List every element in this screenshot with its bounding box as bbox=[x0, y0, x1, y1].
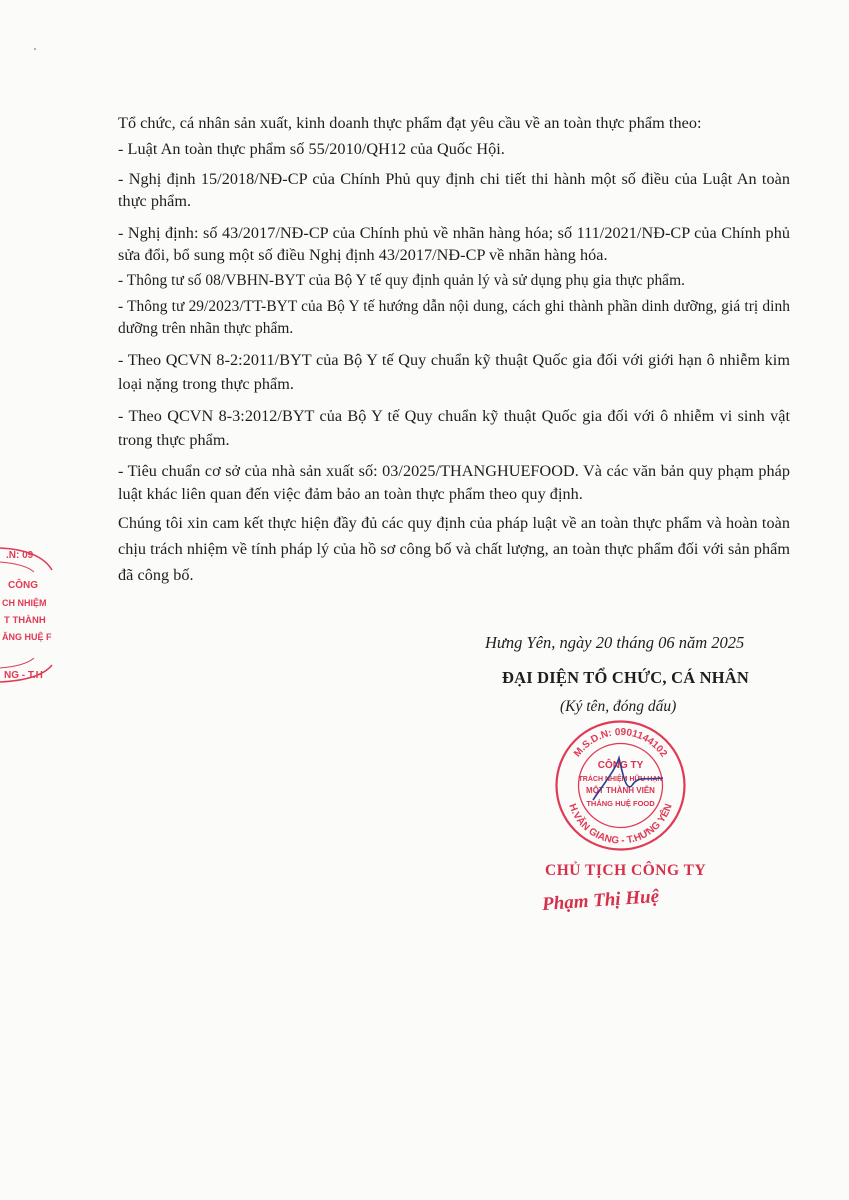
company-seal bbox=[553, 718, 688, 853]
edge-seal-text: ĂNG HUỆ F bbox=[2, 632, 52, 642]
edge-seal-text: .N: 09 bbox=[6, 550, 34, 561]
edge-seal-text: CÔNG bbox=[8, 580, 38, 591]
commitment-paragraph: Chúng tôi xin cam kết thực hiện đầy đủ các quy định của pháp luật về an toàn thực phẩm và hoàn toàn chịu trách nhiệm về tính pháp lý của hồ sơ công bố và chất lượng, an toàn thực phẩm đối với sản phẩm đã công bố. bbox=[118, 514, 790, 584]
signature-note: (Ký tên, đóng dấu) bbox=[560, 698, 677, 715]
seal-ring-top-text: M.S.D.N: 0901144102 bbox=[572, 726, 669, 760]
regulation-item: - Nghị định 15/2018/NĐ-CP của Chính Phủ quy định chi tiết thi hành một số điều của Luật An toàn thực phẩm. bbox=[118, 170, 790, 210]
regulation-item: - Theo QCVN 8-2:2011/BYT của Bộ Y tế Quy chuẩn kỹ thuật Quốc gia đối với giới hạn ô nhiễm kim loại nặng trong thực phẩm. bbox=[118, 351, 790, 393]
edge-seal-text: NG - T.H bbox=[4, 670, 43, 681]
regulation-item: - Tiêu chuẩn cơ sở của nhà sản xuất số: 03/2025/THANGHUEFOOD. Và các văn bản quy phạm pháp luật khác liên quan đến việc đảm bảo an toàn thực phẩm theo quy định. bbox=[118, 462, 790, 503]
regulation-item: - Thông tư 29/2023/TT-BYT của Bộ Y tế hướng dẫn nội dung, cách ghi thành phần dinh dưỡng, giá trị dinh dưỡng trên nhãn thực phẩm. bbox=[118, 298, 790, 337]
regulation-item: - Luật An toàn thực phẩm số 55/2010/QH12 của Quốc Hội. bbox=[118, 140, 505, 158]
place-date: Hưng Yên, ngày 20 tháng 06 năm 2025 bbox=[485, 633, 745, 652]
regulation-item: - Thông tư số 08/VBHN-BYT của Bộ Y tế quy định quản lý và sử dụng phụ gia thực phẩm. bbox=[118, 272, 685, 289]
chairman-title: CHỦ TỊCH CÔNG TY bbox=[545, 862, 707, 879]
chairman-name: Phạm Thị Huệ bbox=[541, 885, 660, 916]
edge-seal-text: T THÀNH bbox=[4, 615, 46, 626]
seal-company-line: TRÁCH NHIỆM HỮU HẠN bbox=[578, 776, 663, 783]
representative-title: ĐẠI DIỆN TỔ CHỨC, CÁ NHÂN bbox=[502, 668, 750, 687]
intro-paragraph: Tổ chức, cá nhân sản xuất, kinh doanh thực phẩm đạt yêu cầu về an toàn thực phẩm theo: bbox=[118, 114, 702, 132]
seal-company-line: CÔNG TY bbox=[597, 760, 644, 771]
seal-ring-bottom-text: H.VĂN GIANG - T.HƯNG YÊN bbox=[566, 802, 675, 847]
edge-seal-text: CH NHIỆM bbox=[2, 598, 47, 608]
body-text bbox=[118, 112, 790, 596]
regulation-item: - Nghị định: số 43/2017/NĐ-CP của Chính phủ về nhãn hàng hóa; số 111/2021/NĐ-CP của Chính phủ sửa đổi, bổ sung một số điều Nghị định 43/2017/NĐ-CP về nhãn hàng hóa. bbox=[118, 224, 790, 264]
scan-speck bbox=[34, 48, 36, 50]
edge-seal bbox=[0, 540, 60, 690]
seal-company-line: MỘT THÀNH VIÊN bbox=[586, 786, 655, 795]
regulation-item: - Theo QCVN 8-3:2012/BYT của Bộ Y tế Quy chuẩn kỹ thuật Quốc gia đối với ô nhiễm vi sinh vật trong thực phẩm. bbox=[118, 407, 790, 449]
seal-company-line: THẮNG HUỆ FOOD bbox=[586, 799, 655, 808]
